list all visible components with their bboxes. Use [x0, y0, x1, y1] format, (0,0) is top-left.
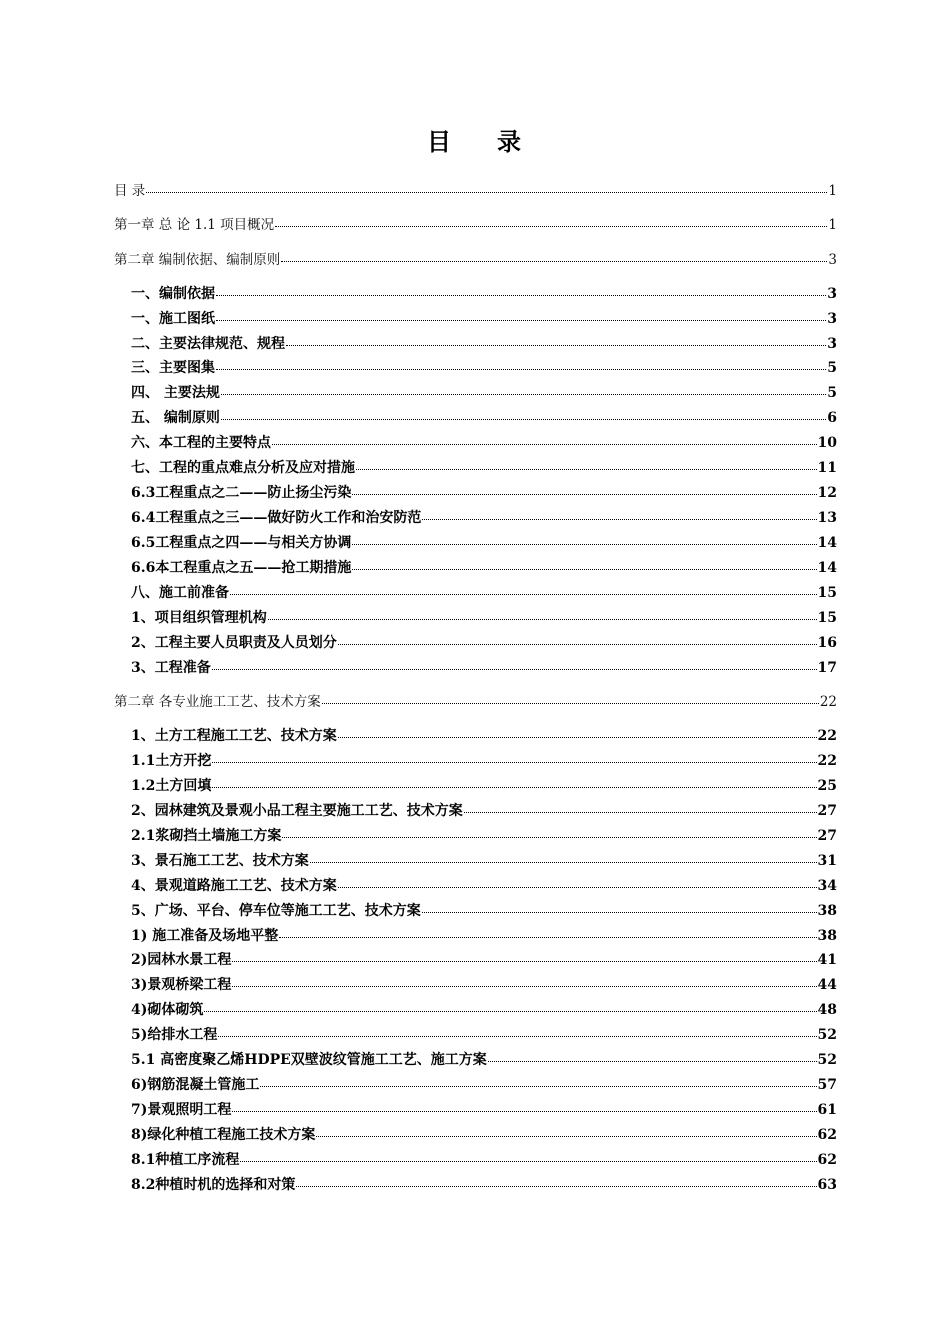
toc-entry-page-number: 5 [827, 385, 837, 401]
toc-entry[interactable] [114, 607, 837, 629]
toc-entry[interactable] [114, 557, 837, 579]
toc-dot-leader [488, 1060, 817, 1062]
toc-entry-label: 2、园林建筑及景观小品工程主要施工工艺、技术方案 [131, 803, 463, 819]
toc-dot-leader [356, 468, 817, 470]
toc-entry-page-number: 11 [817, 460, 837, 476]
toc-entry-label: 8.1种植工序流程 [131, 1152, 240, 1168]
toc-entry[interactable] [114, 691, 837, 713]
toc-entry-label: 2.1浆砌挡土墙施工方案 [131, 828, 282, 844]
toc-dot-leader [216, 368, 826, 370]
toc-dot-leader [352, 493, 816, 495]
toc-entry-label: 6.3工程重点之二——防止扬尘污染 [131, 485, 352, 501]
toc-dot-leader [310, 861, 817, 863]
toc-dot-leader [282, 836, 816, 838]
toc-entry-page-number: 41 [817, 952, 837, 968]
toc-entry-label: 八、施工前准备 [131, 585, 229, 601]
toc-entry-label: 一、编制依据 [131, 286, 215, 302]
toc-dot-leader [212, 761, 816, 763]
toc-entry-page-number: 31 [817, 853, 837, 869]
title-part-1: 目 [427, 128, 453, 156]
toc-entry[interactable] [114, 1149, 837, 1171]
toc-entry-label: 6)钢筋混凝土管施工 [131, 1077, 260, 1093]
toc-entry[interactable] [114, 1049, 837, 1071]
toc-entry-label: 5、广场、平台、停车位等施工工艺、技术方案 [131, 903, 421, 919]
toc-entry-page-number: 1 [828, 183, 837, 199]
toc-dot-leader [338, 643, 817, 645]
toc-entry-page-number: 22 [817, 728, 837, 744]
toc-entry[interactable] [114, 432, 837, 454]
page-title [0, 122, 950, 157]
toc-entry-label: 3、景石施工工艺、技术方案 [131, 853, 309, 869]
toc-dot-leader [272, 443, 817, 445]
toc-entry-page-number: 62 [817, 1152, 837, 1168]
toc-entry-page-number: 3 [827, 286, 837, 302]
toc-entry-label: 2、工程主要人员职责及人员划分 [131, 635, 337, 651]
toc-entry[interactable] [114, 249, 837, 271]
toc-dot-leader [212, 786, 816, 788]
toc-dot-leader [221, 418, 826, 420]
toc-dot-leader [322, 702, 819, 704]
toc-entry-page-number: 22 [819, 694, 837, 710]
toc-dot-leader [216, 319, 826, 321]
toc-dot-leader [212, 668, 817, 670]
toc-dot-leader [204, 1010, 816, 1012]
toc-entry[interactable] [114, 1124, 837, 1146]
toc-dot-leader [422, 518, 816, 520]
toc-entry[interactable] [114, 308, 837, 330]
toc-entry-page-number: 12 [817, 485, 837, 501]
toc-entry[interactable] [114, 900, 837, 922]
toc-entry-page-number: 16 [817, 635, 837, 651]
toc-entry-page-number: 14 [817, 535, 837, 551]
toc-entry-label: 2)园林水景工程 [131, 952, 232, 968]
toc-entry[interactable] [114, 1099, 837, 1121]
toc-entry-label: 1) 施工准备及场地平整 [131, 928, 279, 944]
toc-entry-page-number: 10 [817, 435, 837, 451]
toc-entry-page-number: 14 [817, 560, 837, 576]
toc-entry-label: 8)绿化种植工程施工技术方案 [131, 1127, 316, 1143]
toc-dot-leader [316, 1135, 816, 1137]
toc-entry-label: 二、主要法律规范、规程 [131, 336, 285, 352]
toc-entry-page-number: 38 [817, 928, 837, 944]
toc-entry[interactable] [114, 999, 837, 1021]
toc-entry[interactable] [114, 214, 837, 236]
toc-entry-label: 8.2种植时机的选择和对策 [131, 1177, 296, 1193]
toc-entry[interactable] [114, 725, 837, 747]
toc-entry-label: 6.5工程重点之四——与相关方协调 [131, 535, 352, 551]
toc-entry-label: 第一章 总 论 1.1 项目概况 [114, 217, 275, 233]
toc-entry[interactable] [114, 974, 837, 996]
toc-entry-label: 3)景观桥梁工程 [131, 977, 232, 993]
toc-entry-label: 第二章 编制依据、编制原则 [114, 252, 281, 268]
toc-dot-leader [279, 936, 816, 938]
toc-entry-page-number: 52 [817, 1027, 837, 1043]
toc-entry-label: 1.1土方开挖 [131, 753, 212, 769]
toc-entry-page-number: 17 [817, 660, 837, 676]
toc-dot-leader [275, 225, 827, 227]
toc-dot-leader [338, 736, 817, 738]
toc-entry-page-number: 57 [817, 1077, 837, 1093]
toc-entry-label: 第二章 各专业施工工艺、技术方案 [114, 694, 321, 710]
toc-dot-leader [260, 1085, 816, 1087]
toc-entry-page-number: 25 [817, 778, 837, 794]
toc-entry[interactable] [114, 775, 837, 797]
toc-dot-leader [146, 191, 827, 193]
toc-entry-label: 6.4工程重点之三——做好防火工作和治安防范 [131, 510, 422, 526]
toc-entry[interactable] [114, 632, 837, 654]
toc-dot-leader [296, 1185, 816, 1187]
toc-entry[interactable] [114, 1024, 837, 1046]
toc-entry-page-number: 27 [817, 803, 837, 819]
toc-entry[interactable] [114, 657, 837, 679]
toc-entry-label: 一、施工图纸 [131, 311, 215, 327]
toc-entry-label: 6.6本工程重点之五——抢工期措施 [131, 560, 352, 576]
toc-entry-label: 5.1 高密度聚乙烯HDPE双壁波纹管施工工艺、施工方案 [131, 1052, 487, 1068]
toc-entry-label: 5)给排水工程 [131, 1027, 218, 1043]
toc-dot-leader [218, 1035, 816, 1037]
toc-dot-leader [352, 568, 816, 570]
toc-entry-label: 七、工程的重点难点分析及应对措施 [131, 460, 355, 476]
toc-entry-label: 五、 编制原则 [131, 410, 220, 426]
toc-entry-page-number: 63 [817, 1177, 837, 1193]
toc-dot-leader [352, 543, 816, 545]
toc-entry-page-number: 27 [817, 828, 837, 844]
toc-dot-leader [232, 1110, 816, 1112]
toc-entry-page-number: 3 [828, 252, 837, 268]
toc-entry[interactable] [114, 582, 837, 604]
toc-entry[interactable] [114, 382, 837, 404]
toc-entry-page-number: 5 [827, 360, 837, 376]
toc-dot-leader [464, 811, 817, 813]
toc-entry[interactable] [114, 357, 837, 379]
toc-entry-page-number: 38 [817, 903, 837, 919]
toc-entry[interactable] [114, 507, 837, 529]
toc-dot-leader [230, 593, 817, 595]
toc-dot-leader [240, 1160, 816, 1162]
toc-entry[interactable] [114, 333, 837, 355]
toc-entry[interactable] [114, 949, 837, 971]
toc-dot-leader [232, 985, 816, 987]
toc-entry[interactable] [114, 850, 837, 872]
toc-entry-label: 1、土方工程施工工艺、技术方案 [131, 728, 337, 744]
toc-entry[interactable] [114, 457, 837, 479]
toc-entry[interactable] [114, 407, 837, 429]
toc-entry[interactable] [114, 180, 837, 202]
toc-entry-page-number: 34 [817, 878, 837, 894]
toc-entry-label: 1.2土方回填 [131, 778, 212, 794]
toc-entry-label: 目 录 [114, 183, 146, 199]
toc-entry-label: 四、 主要法规 [131, 385, 220, 401]
toc-entry-page-number: 1 [828, 217, 837, 233]
toc-entry[interactable] [114, 925, 837, 947]
toc-entry-page-number: 3 [827, 336, 837, 352]
toc-dot-leader [281, 260, 827, 262]
toc-entry-page-number: 13 [817, 510, 837, 526]
toc-entry-page-number: 48 [817, 1002, 837, 1018]
toc-entry-label: 1、项目组织管理机构 [131, 610, 267, 626]
toc-entry[interactable] [114, 875, 837, 897]
toc-dot-leader [221, 393, 826, 395]
toc-entry[interactable] [114, 532, 837, 554]
toc-entry-page-number: 15 [817, 610, 837, 626]
toc-entry[interactable] [114, 825, 837, 847]
toc-entry-page-number: 22 [817, 753, 837, 769]
toc-entry-page-number: 61 [817, 1102, 837, 1118]
toc-entry-page-number: 44 [817, 977, 837, 993]
toc-dot-leader [232, 960, 816, 962]
toc-entry[interactable] [114, 750, 837, 772]
toc-entry-label: 4)砌体砌筑 [131, 1002, 204, 1018]
toc-dot-leader [422, 911, 817, 913]
toc-entry[interactable] [114, 482, 837, 504]
toc-entry-label: 三、主要图集 [131, 360, 215, 376]
toc-entry[interactable] [114, 1174, 837, 1196]
toc-entry-label: 3、工程准备 [131, 660, 211, 676]
toc-entry-label: 4、景观道路施工工艺、技术方案 [131, 878, 337, 894]
toc-entry-page-number: 15 [817, 585, 837, 601]
toc-entry-label: 六、本工程的主要特点 [131, 435, 271, 451]
toc-dot-leader [216, 294, 826, 296]
toc-entry-label: 7)景观照明工程 [131, 1102, 232, 1118]
toc-dot-leader [286, 344, 826, 346]
toc-entry[interactable] [114, 283, 837, 305]
toc-dot-leader [338, 886, 817, 888]
toc-entry-page-number: 62 [817, 1127, 837, 1143]
toc-dot-leader [268, 618, 817, 620]
title-part-2: 录 [497, 128, 523, 156]
toc-entry-page-number: 6 [827, 410, 837, 426]
toc-entry-page-number: 52 [817, 1052, 837, 1068]
toc-entry-page-number: 3 [827, 311, 837, 327]
toc-entry[interactable] [114, 800, 837, 822]
toc-entry[interactable] [114, 1074, 837, 1096]
